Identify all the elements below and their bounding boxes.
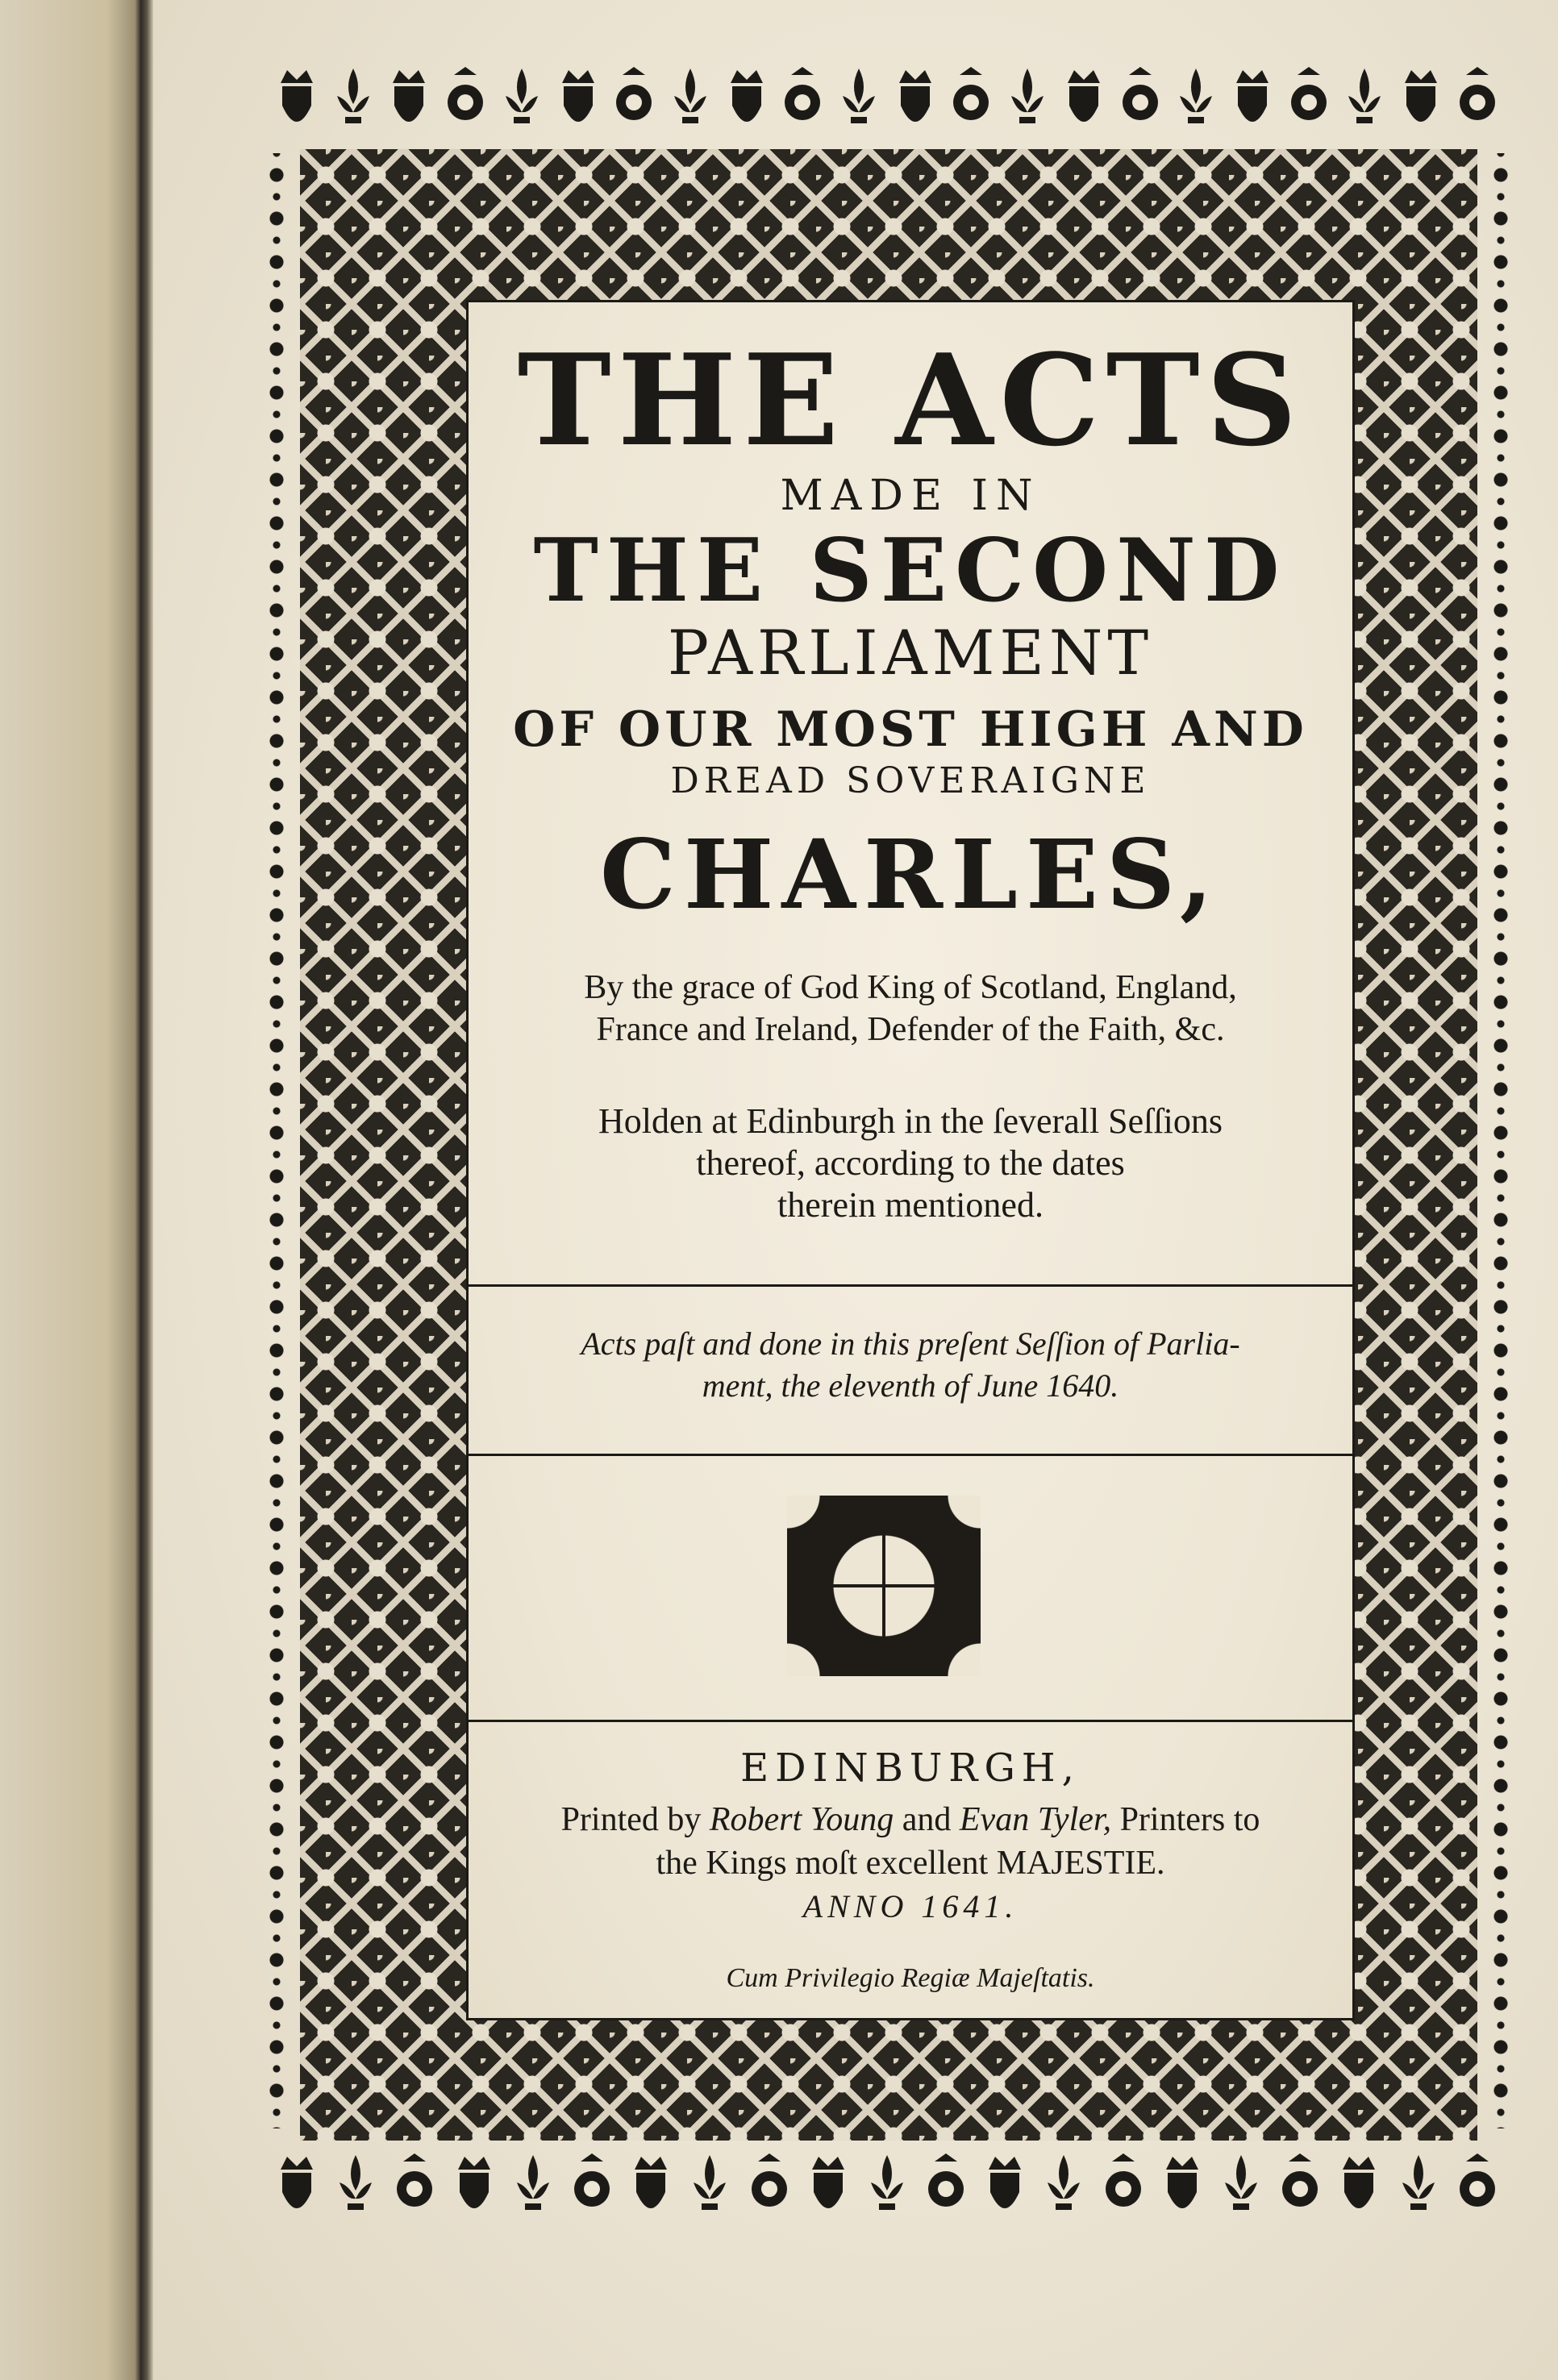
title-dread-soveraigne: DREAD SOVERAIGNE — [670, 760, 1151, 801]
fleur-de-lis-ornament-icon — [1173, 64, 1218, 141]
privilege-line: Cum Privilegio Regiæ Majeſtatis. — [726, 1963, 1095, 1993]
title-the-second: THE SECOND — [533, 520, 1288, 622]
rose-ornament-icon — [1101, 2150, 1146, 2228]
fleur-de-lis-ornament-icon — [331, 64, 376, 141]
crown-ornament-icon — [1061, 64, 1106, 141]
crown-ornament-icon — [1160, 2150, 1205, 2228]
imprint-printers — [469, 1800, 1352, 1839]
title-of-our-most-high: OF OUR MOST HIGH AND — [513, 701, 1308, 758]
rule-divider — [469, 1284, 1352, 1287]
crown-ornament-icon — [386, 64, 431, 141]
fleur-de-lis-ornament-icon — [1041, 2150, 1086, 2228]
title-made-in: MADE IN — [780, 472, 1041, 520]
imprint-printers-to: Printers to — [1119, 1801, 1260, 1838]
crown-ornament-icon — [452, 2150, 497, 2228]
imprint-majestie: the Kings moſt excellent MAJESTIE. — [656, 1845, 1165, 1882]
royal-style-line1: By the grace of God King of Scotland, England, — [584, 969, 1237, 1006]
book-gutter — [0, 0, 153, 2380]
holden-line2: thereof, according to the dates — [696, 1143, 1125, 1183]
rose-ornament-icon — [1455, 64, 1500, 141]
fleur-de-lis-ornament-icon — [1218, 2150, 1264, 2228]
rose-ornament-icon — [1118, 64, 1163, 141]
rose-ornament-icon — [923, 2150, 969, 2228]
rule-divider — [469, 1720, 1352, 1722]
crown-ornament-icon — [628, 2150, 673, 2228]
title-parliament: PARLIAMENT — [667, 617, 1154, 689]
fleur-de-lis-ornament-icon — [1342, 64, 1387, 141]
holden-line3: therein mentioned. — [777, 1185, 1044, 1225]
bottom-crest-row — [274, 2145, 1500, 2233]
fleur-de-lis-ornament-icon — [333, 2150, 378, 2228]
crown-ornament-icon — [274, 64, 319, 141]
royal-style-line2: France and Ireland, Defender of the Faith, &c. — [596, 1011, 1225, 1048]
crown-ornament-icon — [893, 64, 938, 141]
rose-ornament-icon — [780, 64, 825, 141]
rose-ornament-icon — [611, 64, 656, 141]
printers-ornament-icon — [787, 1496, 981, 1676]
fleur-de-lis-ornament-icon — [836, 64, 881, 141]
crown-ornament-icon — [806, 2150, 851, 2228]
rose-ornament-icon — [1277, 2150, 1323, 2228]
imprint-printed-by: Printed by — [560, 1801, 702, 1838]
fleur-de-lis-ornament-icon — [687, 2150, 732, 2228]
title-panel — [466, 300, 1355, 2020]
session-line1: Acts paſt and done in this preſent Seſſion of Parlia- — [581, 1325, 1240, 1362]
session-line2: ment, the eleventh of June 1640. — [702, 1367, 1119, 1404]
holden-line1: Holden at Edinburgh in the ſeverall Seſſions — [598, 1101, 1223, 1141]
left-fleuron-column — [260, 153, 294, 2128]
title-the-acts: THE ACTS — [517, 327, 1304, 474]
crown-ornament-icon — [1398, 64, 1443, 141]
crown-ornament-icon — [1336, 2150, 1381, 2228]
ornament-crossbar — [882, 1528, 885, 1644]
rose-ornament-icon — [948, 64, 994, 141]
rose-ornament-icon — [1455, 2150, 1500, 2228]
crown-ornament-icon — [982, 2150, 1027, 2228]
imprint-printer-tyler: Evan Tyler, — [959, 1801, 1112, 1838]
rose-ornament-icon — [569, 2150, 614, 2228]
fleur-de-lis-ornament-icon — [864, 2150, 910, 2228]
rose-ornament-icon — [747, 2150, 792, 2228]
rose-ornament-icon — [443, 64, 488, 141]
imprint-and: and — [902, 1801, 952, 1838]
rose-ornament-icon — [1286, 64, 1331, 141]
imprint-year: ANNO 1641. — [802, 1888, 1019, 1924]
crown-ornament-icon — [724, 64, 769, 141]
fleur-de-lis-ornament-icon — [499, 64, 544, 141]
title-charles: CHARLES, — [599, 818, 1222, 930]
top-crest-row — [274, 58, 1500, 147]
rule-divider — [469, 1454, 1352, 1456]
crown-ornament-icon — [274, 2150, 319, 2228]
fleur-de-lis-ornament-icon — [668, 64, 713, 141]
crown-ornament-icon — [1230, 64, 1275, 141]
right-fleuron-column — [1484, 153, 1518, 2128]
crown-ornament-icon — [556, 64, 601, 141]
fleur-de-lis-ornament-icon — [1005, 64, 1050, 141]
imprint-city: EDINBURGH, — [740, 1745, 1081, 1791]
fleur-de-lis-ornament-icon — [510, 2150, 556, 2228]
rose-ornament-icon — [392, 2150, 437, 2228]
fleur-de-lis-ornament-icon — [1396, 2150, 1441, 2228]
imprint-printer-young: Robert Young — [709, 1801, 894, 1838]
